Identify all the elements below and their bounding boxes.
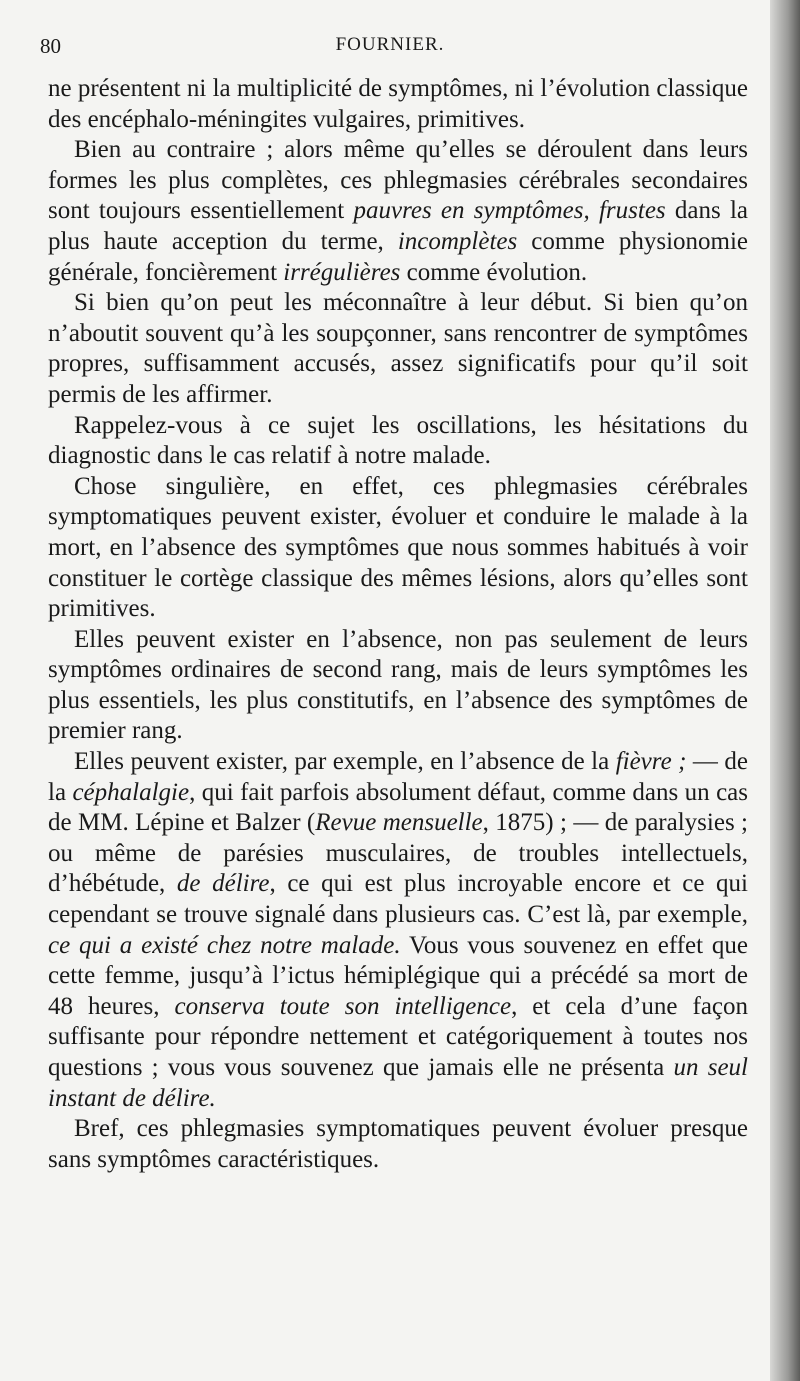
text-run: , qui fait parfois absolument défaut, comme dans un cas de MM. Lépine et Balzer (	[48, 778, 748, 837]
text-run: ne présentent ni la multiplicité de symptômes, ni l’évolution classique des encéphalo-méningites vulgaires, primitives.	[48, 75, 748, 133]
text-run: Bien au contraire ; alors même qu’elles se déroulent dans leurs formes les plus complètes, ces phlegmasies cérébrales secondaires sont toujours essentiellement	[48, 136, 748, 225]
italic-text-run: pauvres en symptômes, frustes	[353, 197, 666, 225]
paragraph	[48, 1114, 748, 1175]
text-run: Si bien qu’on peut les méconnaître à leur début. Si bien qu’on n’aboutit souvent qu’à les soupçonner, sans rencontrer de symptômes propres, suffisamment accusés, assez significatifs pour qu’il soit permis de les affirmer.	[48, 289, 748, 408]
paragraph	[48, 472, 748, 625]
running-title: FOURNIER.	[335, 34, 445, 55]
text-run: Vous vous souvenez en effet que cette femme, jusqu’à l’ictus hémiplégique qui a précédé sa mort de 48 heures,	[48, 931, 748, 1020]
italic-text-run: Revue mensuelle	[315, 809, 483, 837]
text-run: Chose singulière, en effet, ces phlegmasies cérébrales symptomatiques peuvent exister, évoluer et conduire le malade à la mort, en l’absence des symptômes que nous sommes habitués à voir constituer le cortège classique des mêmes lésions, alors qu’elles sont primitives.	[48, 472, 748, 623]
page-header	[40, 34, 740, 64]
italic-text-run: conserva toute son intelligence	[174, 992, 512, 1020]
text-run: , 1875) ; — de paralysies ; ou même de parésies musculaires, de troubles intellectuels, d’hébétude,	[48, 809, 749, 898]
text-run: dans la plus haute acception du terme,	[48, 197, 749, 255]
italic-text-run: de délire	[176, 870, 270, 898]
page-number: 80	[40, 34, 61, 58]
text-run: , et cela d’une façon suffisante pour répondre nettement et catégoriquement à toutes nos questions ; vous vous souvenez que jamais elle ne présenta	[48, 992, 749, 1081]
paragraph	[48, 135, 748, 288]
paragraph	[48, 625, 748, 747]
paragraph	[48, 747, 748, 1114]
text-run: Elles peuvent exister en l’absence, non pas seulement de leurs symptômes ordinaires de second rang, mais de leurs symptômes les plus essentiels, les plus constitutifs, en l’absence des symptômes de premier rang.	[48, 625, 748, 745]
italic-text-run: irrégulières	[283, 258, 401, 286]
italic-text-run: incomplètes	[397, 227, 518, 255]
paragraph	[48, 288, 748, 410]
paragraph	[48, 411, 748, 472]
text-run: Bref, ces phlegmasies symptomatiques peuvent évoluer presque sans symptômes caractéristiques.	[48, 1115, 748, 1173]
italic-text-run: céphalalgie	[72, 778, 190, 806]
text-run: , ce qui est plus incroyable encore et ce qui cependant se trouve signalé dans plusieurs cas. C’est là, par exemple,	[48, 870, 748, 929]
text-run: — de la	[48, 748, 748, 806]
book-spine-shadow	[770, 0, 800, 1381]
text-run: Rappelez-vous à ce sujet les oscillations, les hésitations du diagnostic dans le cas relatif à notre malade.	[48, 411, 748, 470]
italic-text-run: un seul instant de délire.	[48, 1054, 748, 1112]
italic-text-run: ce qui a existé chez notre malade.	[48, 931, 401, 959]
italic-text-run: fièvre ;	[615, 748, 687, 776]
text-run: Elles peuvent exister, par exemple, en l’absence de la	[74, 748, 616, 776]
text-run: comme physionomie générale, foncièrement	[48, 227, 749, 286]
text-run: comme évolution.	[400, 258, 588, 286]
paragraph	[48, 74, 748, 135]
body-text	[48, 74, 748, 1175]
